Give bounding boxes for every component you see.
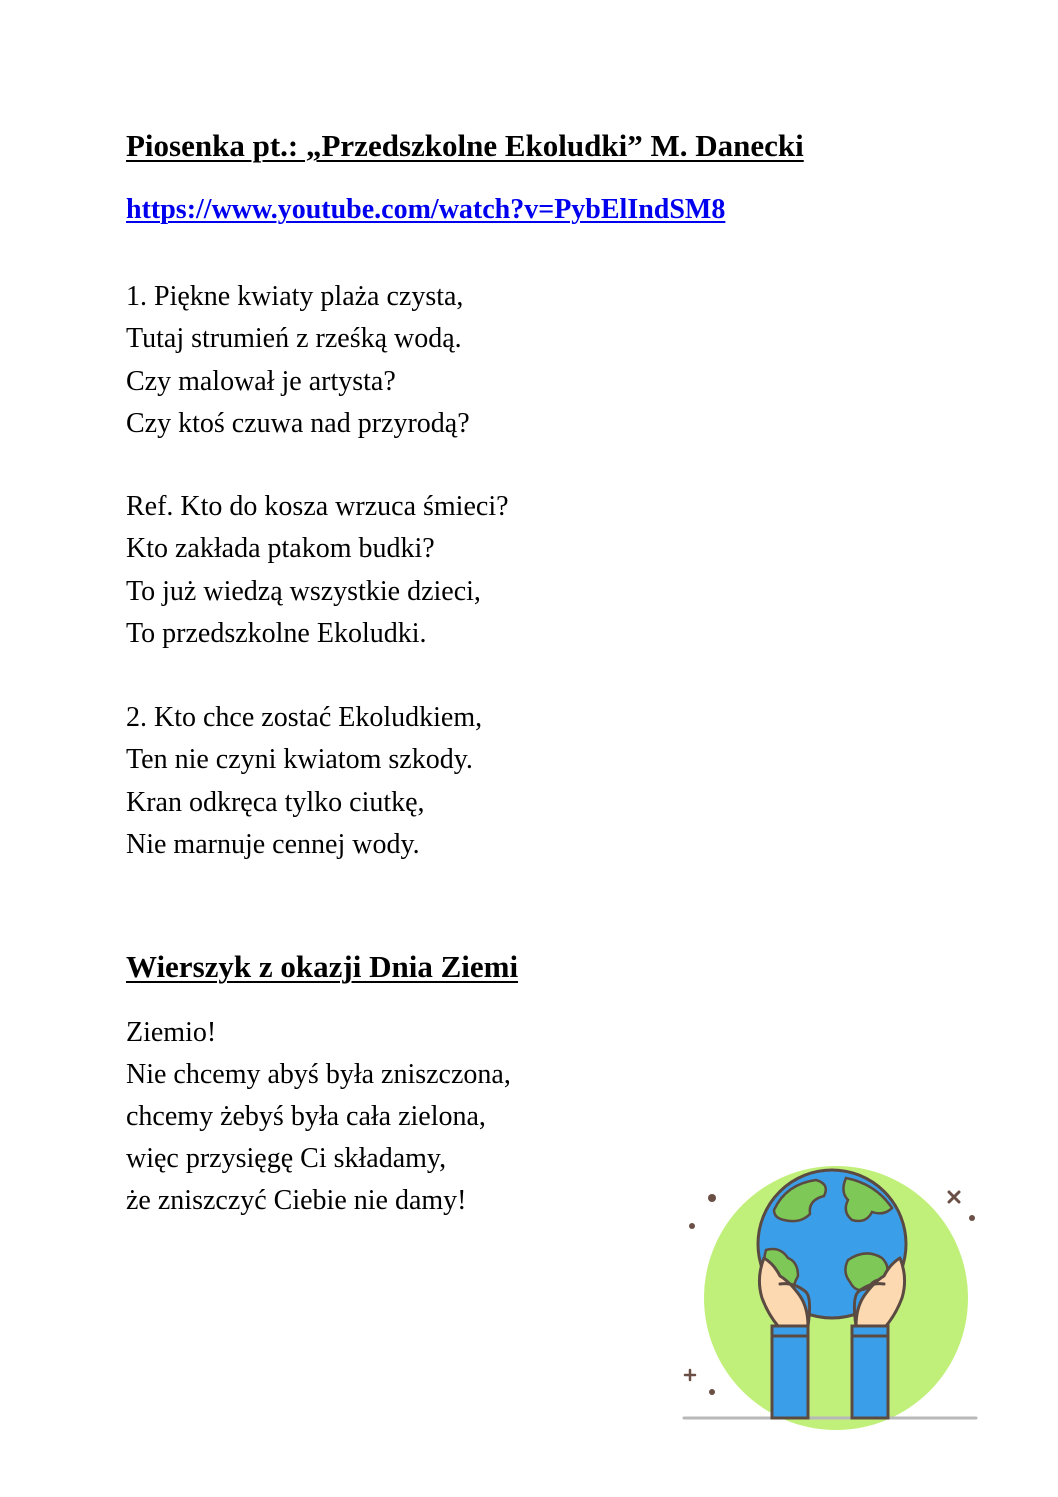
sparkle-dot <box>969 1215 975 1221</box>
sparkle-star <box>685 1370 695 1380</box>
lyric-line: Nie marnuje cennej wody. <box>126 829 420 861</box>
sparkle-dot <box>689 1223 695 1229</box>
lyric-line: Ref. Kto do kosza wrzuca śmieci? <box>126 491 509 522</box>
lyric-line: Czy ktoś czuwa nad przyrodą? <box>126 408 470 440</box>
left-sleeve <box>772 1326 808 1418</box>
lyric-line: Czy malował je artysta? <box>126 365 396 397</box>
poem-body <box>126 1012 511 1222</box>
poem-line: więc przysięgę Ci składamy, <box>126 1143 447 1174</box>
lyric-line: To już wiedzą wszystkie dzieci, <box>126 575 481 607</box>
youtube-link[interactable]: https://www.youtube.com/watch?v=PybElIndSM8 <box>126 194 726 225</box>
lyric-line: Kto zakłada ptakom budki? <box>126 533 435 565</box>
sparkle-dot <box>709 1389 715 1395</box>
sparkle-dot <box>708 1194 716 1202</box>
lyric-line: Kran odkręca tylko ciutkę, <box>126 786 425 818</box>
lyric-line: Ten nie czyni kwiatom szkody. <box>126 744 473 776</box>
song-refrain <box>126 486 509 656</box>
hands-holding-earth-icon <box>676 1160 986 1430</box>
lyric-line: 1. Piękne kwiaty plaża czysta, <box>126 281 464 312</box>
right-sleeve <box>852 1326 888 1418</box>
lyric-line: Tutaj strumień z rześką wodą. <box>126 323 462 355</box>
poem-line: Nie chcemy abyś była zniszczona, <box>126 1059 511 1090</box>
poem-line: Ziemio! <box>126 1017 217 1048</box>
lyric-line: 2. Kto chce zostać Ekoludkiem, <box>126 702 483 733</box>
sparkle-cross <box>949 1192 959 1202</box>
song-stanza-1 <box>126 276 470 446</box>
poem-line: chcemy żebyś była cała zielona, <box>126 1101 486 1132</box>
poem-line: że zniszczyć Ciebie nie damy! <box>126 1185 467 1216</box>
song-stanza-2 <box>126 697 482 867</box>
lyric-line: To przedszkolne Ekoludki. <box>126 618 427 650</box>
poem-heading: Wierszyk z okazji Dnia Ziemi <box>126 949 519 984</box>
song-heading: Piosenka pt.: „Przedszkolne Ekoludki” M. Danecki <box>126 128 804 163</box>
